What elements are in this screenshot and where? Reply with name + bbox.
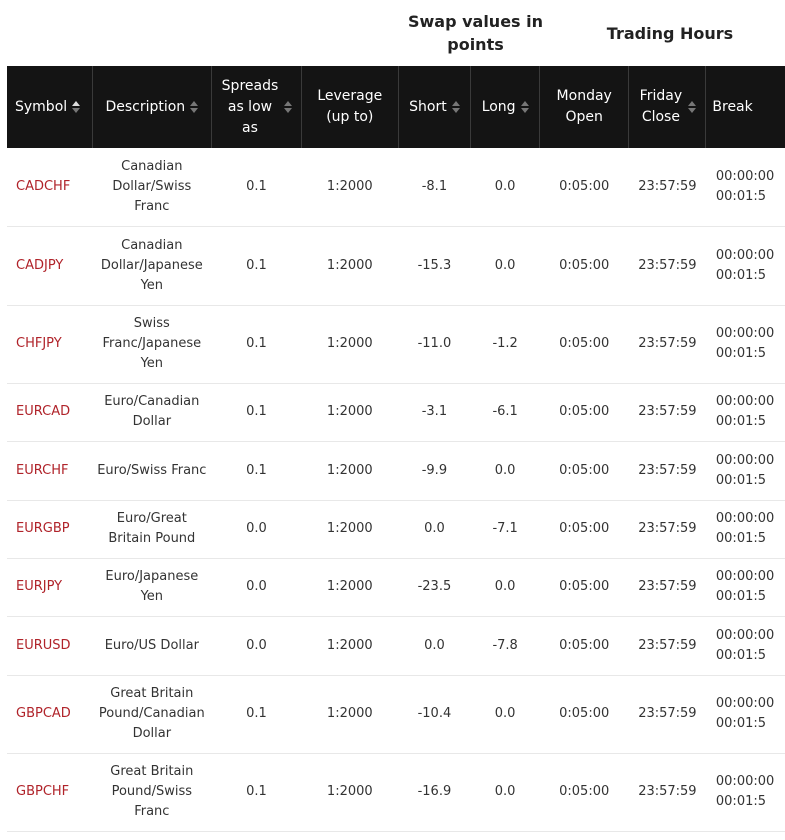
leverage-cell: 1:2000 (302, 383, 399, 441)
sort-arrows-icon[interactable] (521, 101, 529, 113)
spread-cell: 0.0 (211, 558, 301, 616)
friday-close-cell: 23:57:59 (629, 148, 706, 226)
swap-short-cell: -3.1 (398, 383, 471, 441)
break-cell (706, 226, 785, 305)
column-label: Description (105, 98, 186, 115)
break-end: 00:01:5 (715, 589, 767, 604)
swap-values-group-header: Swap values in points (407, 12, 544, 54)
table-row (7, 500, 785, 558)
friday-close-cell: 23:57:59 (629, 558, 706, 616)
sort-arrows-icon[interactable] (688, 101, 696, 113)
break-start: 00:00:00 (715, 452, 775, 468)
sort-arrows-icon[interactable] (284, 101, 292, 113)
symbol-link[interactable]: GBPCAD (7, 675, 92, 753)
symbol-link[interactable]: CHFJPY (7, 305, 92, 383)
table-row (7, 441, 785, 500)
description-cell: Euro/Swiss Franc (92, 441, 211, 500)
description-cell: Canadian Dollar/Japanese Yen (92, 226, 211, 305)
break-end: 00:01:5 (715, 188, 767, 204)
column-label: Symbol (15, 98, 68, 115)
swap-long-cell: 0.0 (471, 753, 540, 831)
break-start: 00:00:00 (715, 569, 775, 584)
table-row (7, 383, 785, 441)
break-end: 00:01:5 (715, 346, 767, 361)
monday-open-cell: 0:05:00 (540, 441, 629, 500)
symbol-link[interactable]: EURCHF (7, 441, 92, 500)
break-start: 00:00:00 (715, 511, 775, 526)
column-label: Break (712, 98, 753, 115)
swap-long-cell: 0.0 (471, 226, 540, 305)
swap-short-cell: -15.3 (398, 226, 471, 305)
table-row (7, 753, 785, 831)
monday-open-cell: 0:05:00 (540, 753, 629, 831)
column-header-spreads[interactable] (211, 66, 301, 148)
table-row (7, 148, 785, 226)
break-end: 00:01:5 (715, 647, 767, 663)
instruments-table (7, 66, 785, 832)
monday-open-cell: 0:05:00 (540, 675, 629, 753)
swap-long-cell: -6.1 (471, 383, 540, 441)
sort-arrows-icon[interactable] (72, 101, 80, 113)
description-cell: Canadian Dollar/Swiss Franc (92, 148, 211, 226)
break-cell (706, 753, 785, 831)
spread-cell: 0.1 (211, 148, 301, 226)
friday-close-cell: 23:57:59 (629, 441, 706, 500)
break-start: 00:00:00 (715, 168, 775, 184)
spread-cell: 0.1 (211, 441, 301, 500)
break-start: 00:00:00 (715, 774, 775, 789)
column-header-leverage[interactable] (302, 66, 399, 148)
swap-long-cell: -7.1 (471, 500, 540, 558)
table-header-row (7, 66, 785, 148)
column-label: Spreads as low as (221, 77, 279, 136)
sort-arrows-icon[interactable] (190, 101, 198, 113)
column-label: Short (409, 98, 447, 115)
description-cell: Great Britain Pound/Swiss Franc (92, 753, 211, 831)
friday-close-cell: 23:57:59 (629, 226, 706, 305)
friday-close-cell: 23:57:59 (629, 753, 706, 831)
table-row (7, 558, 785, 616)
break-start: 00:00:00 (715, 696, 775, 711)
swap-short-cell: -11.0 (398, 305, 471, 383)
monday-open-cell: 0:05:00 (540, 558, 629, 616)
spread-cell: 0.0 (211, 500, 301, 558)
column-header-short[interactable] (398, 66, 471, 148)
break-start: 00:00:00 (715, 247, 775, 263)
friday-close-cell: 23:57:59 (629, 500, 706, 558)
friday-close-cell: 23:57:59 (629, 383, 706, 441)
table-row (7, 305, 785, 383)
leverage-cell: 1:2000 (302, 148, 399, 226)
description-cell: Euro/Japanese Yen (92, 558, 211, 616)
column-header-friday-close[interactable] (629, 66, 706, 148)
column-label: Long (481, 98, 516, 115)
column-header-monday-open[interactable] (540, 66, 629, 148)
swap-long-cell: -1.2 (471, 305, 540, 383)
leverage-cell: 1:2000 (302, 558, 399, 616)
symbol-link[interactable]: CADJPY (7, 226, 92, 305)
description-cell: Euro/Canadian Dollar (92, 383, 211, 441)
leverage-cell: 1:2000 (302, 753, 399, 831)
break-cell (706, 675, 785, 753)
break-end: 00:01:5 (715, 267, 767, 283)
leverage-cell: 1:2000 (302, 616, 399, 675)
break-start: 00:00:00 (715, 394, 775, 409)
swap-long-cell: 0.0 (471, 675, 540, 753)
swap-short-cell: 0.0 (398, 500, 471, 558)
description-cell: Swiss Franc/Japanese Yen (92, 305, 211, 383)
swap-long-cell: 0.0 (471, 558, 540, 616)
swap-short-cell: -9.9 (398, 441, 471, 500)
break-cell (706, 148, 785, 226)
column-label: Friday Close (639, 88, 683, 125)
break-cell (706, 616, 785, 675)
break-cell (706, 558, 785, 616)
break-start: 00:00:00 (715, 326, 775, 341)
break-end: 00:01:5 (715, 472, 767, 488)
trading-hours-group-header: Trading Hours (606, 23, 734, 43)
swap-short-cell: -23.5 (398, 558, 471, 616)
monday-open-cell: 0:05:00 (540, 616, 629, 675)
column-header-description[interactable] (92, 66, 211, 148)
column-label: Leverage (up to) (317, 88, 383, 125)
monday-open-cell: 0:05:00 (540, 148, 629, 226)
column-header-break[interactable] (706, 66, 785, 148)
swap-long-cell: -7.8 (471, 616, 540, 675)
table-row (7, 226, 785, 305)
description-cell: Great Britain Pound/Canadian Dollar (92, 675, 211, 753)
leverage-cell: 1:2000 (302, 675, 399, 753)
description-cell: Euro/US Dollar (92, 616, 211, 675)
description-cell: Euro/Great Britain Pound (92, 500, 211, 558)
break-cell (706, 441, 785, 500)
monday-open-cell: 0:05:00 (540, 500, 629, 558)
break-end: 00:01:5 (715, 716, 767, 731)
spread-cell: 0.1 (211, 305, 301, 383)
monday-open-cell: 0:05:00 (540, 383, 629, 441)
column-label: Monday Open (556, 88, 612, 125)
swap-short-cell: 0.0 (398, 616, 471, 675)
spread-cell: 0.0 (211, 616, 301, 675)
break-start: 00:00:00 (715, 627, 775, 643)
spread-cell: 0.1 (211, 226, 301, 305)
leverage-cell: 1:2000 (302, 305, 399, 383)
monday-open-cell: 0:05:00 (540, 226, 629, 305)
friday-close-cell: 23:57:59 (629, 675, 706, 753)
break-cell (706, 383, 785, 441)
monday-open-cell: 0:05:00 (540, 305, 629, 383)
leverage-cell: 1:2000 (302, 441, 399, 500)
table-row (7, 616, 785, 675)
spread-cell: 0.1 (211, 383, 301, 441)
leverage-cell: 1:2000 (302, 500, 399, 558)
column-header-long[interactable] (471, 66, 540, 148)
swap-long-cell: 0.0 (471, 441, 540, 500)
swap-long-cell: 0.0 (471, 148, 540, 226)
friday-close-cell: 23:57:59 (629, 616, 706, 675)
break-cell (706, 500, 785, 558)
column-header-symbol[interactable] (7, 66, 92, 148)
leverage-cell: 1:2000 (302, 226, 399, 305)
break-cell (706, 305, 785, 383)
spread-cell: 0.1 (211, 675, 301, 753)
break-end: 00:01:5 (715, 794, 767, 809)
spread-cell: 0.1 (211, 753, 301, 831)
swap-short-cell: -10.4 (398, 675, 471, 753)
swap-short-cell: -8.1 (398, 148, 471, 226)
symbol-link[interactable]: CADCHF (7, 148, 92, 226)
symbol-link[interactable]: EURJPY (7, 558, 92, 616)
symbol-link[interactable]: GBPCHF (7, 753, 92, 831)
break-end: 00:01:5 (715, 531, 767, 546)
symbol-link[interactable]: EURGBP (7, 500, 92, 558)
swap-short-cell: -16.9 (398, 753, 471, 831)
break-end: 00:01:5 (715, 414, 767, 429)
friday-close-cell: 23:57:59 (629, 305, 706, 383)
table-row (7, 675, 785, 753)
symbol-link[interactable]: EURUSD (7, 616, 92, 675)
sort-arrows-icon[interactable] (452, 101, 460, 113)
symbol-link[interactable]: EURCAD (7, 383, 92, 441)
